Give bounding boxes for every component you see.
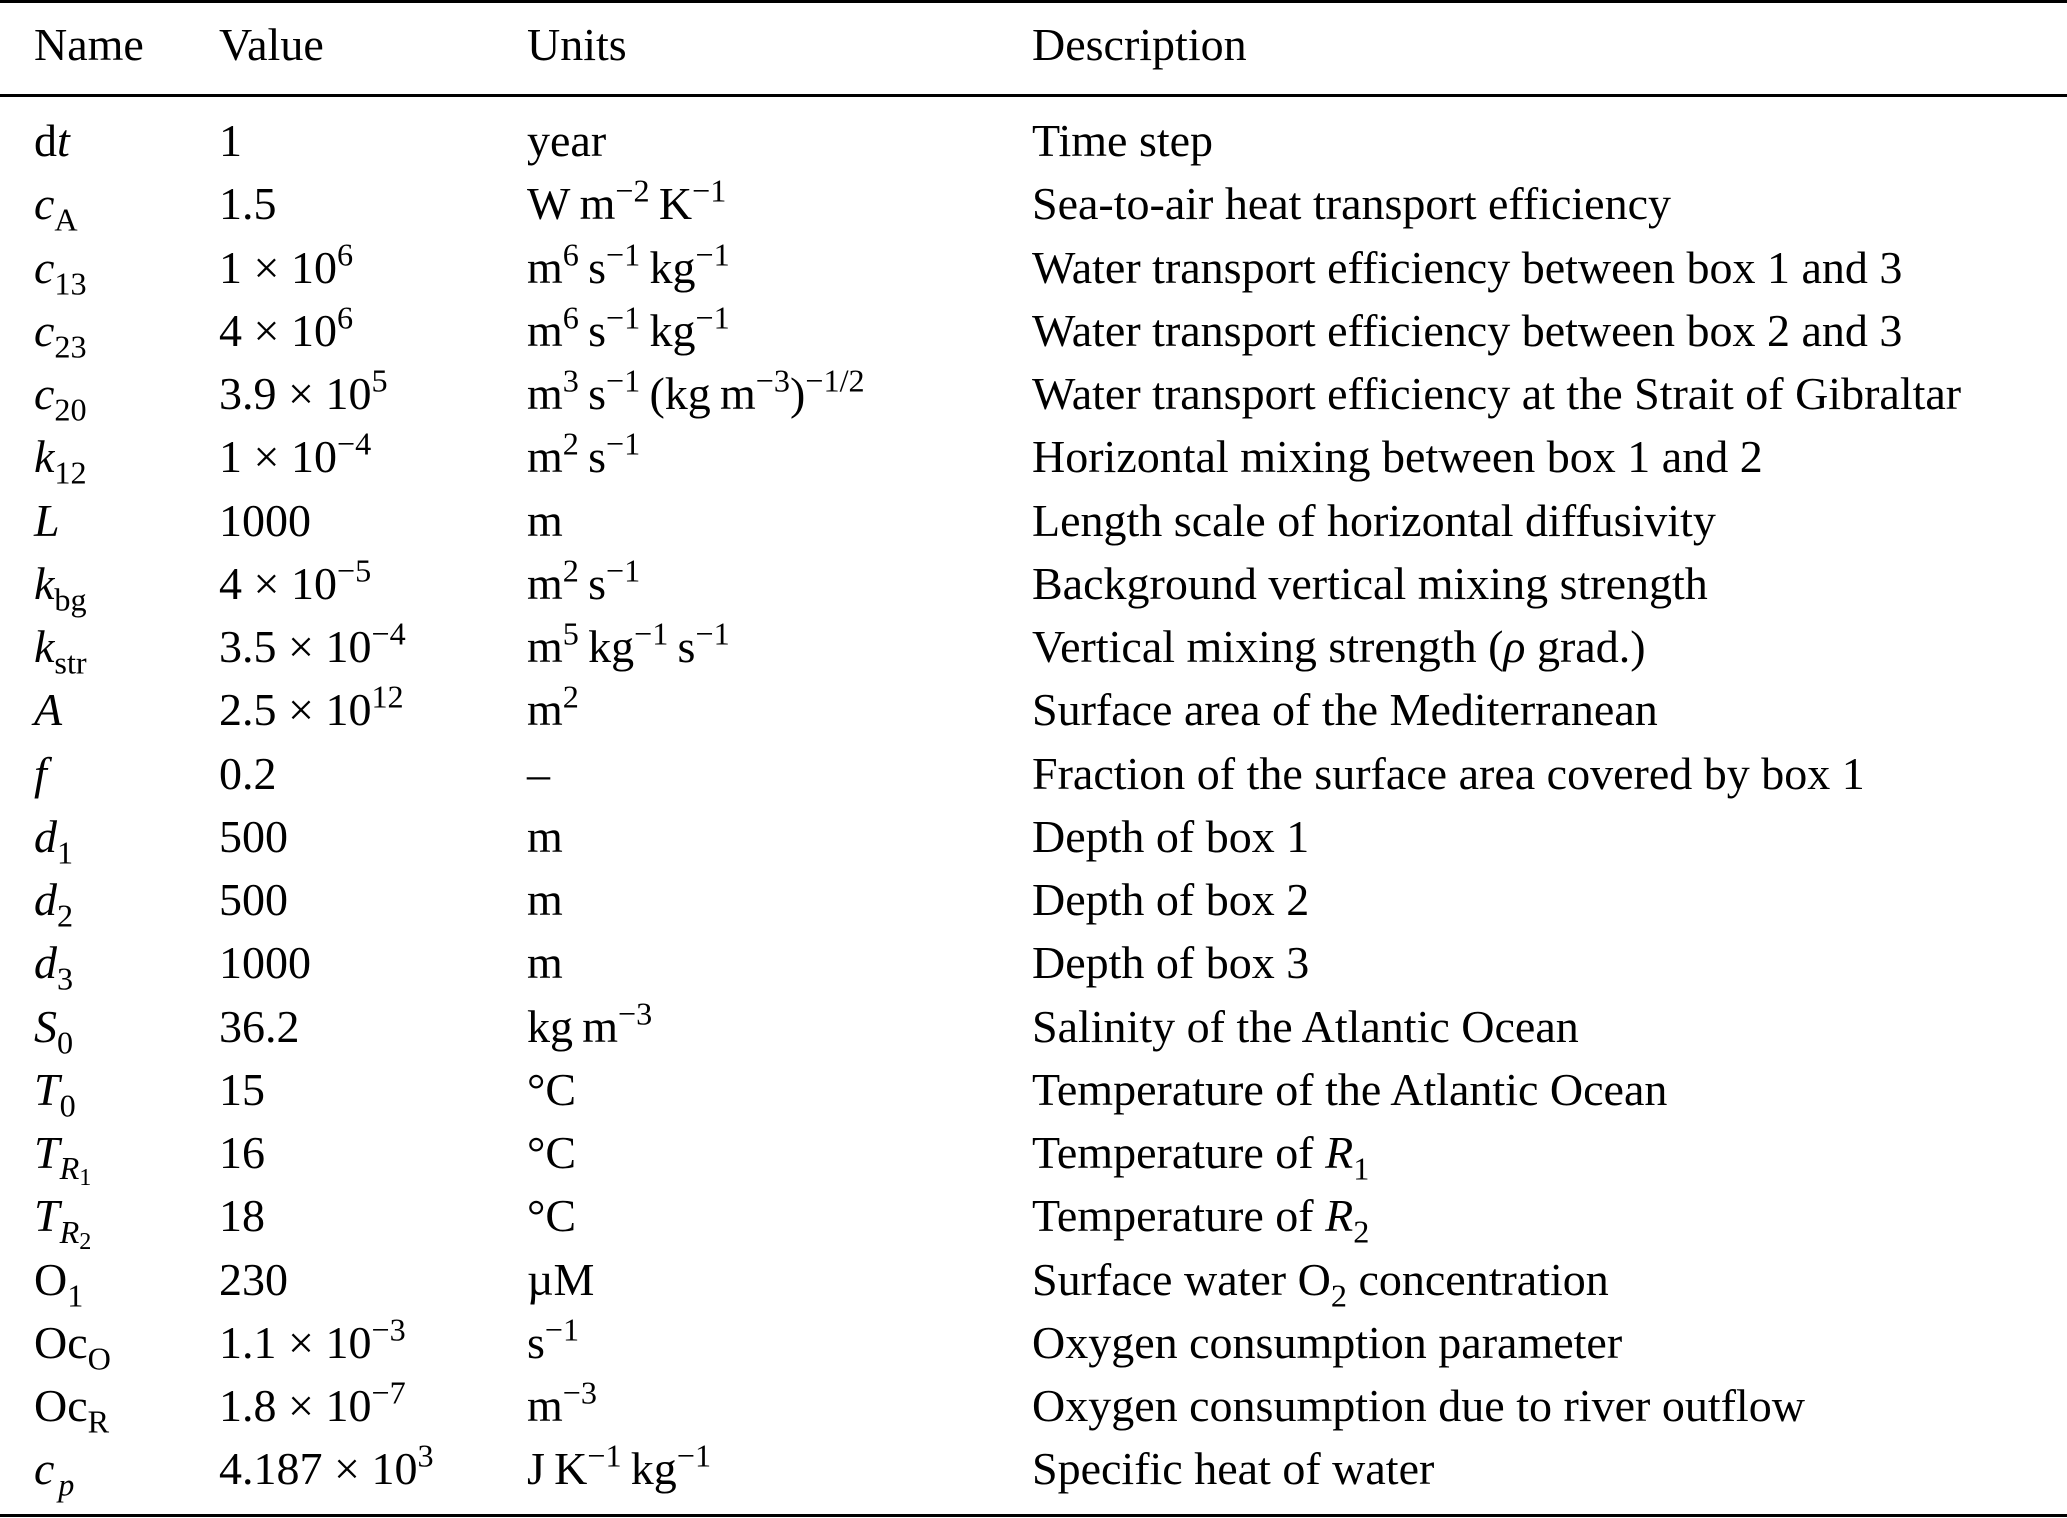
- param-description: Horizontal mixing between box 1 and 2: [1032, 431, 1763, 483]
- table-row: [0, 299, 2067, 371]
- param-description: Oxygen consumption parameter: [1032, 1316, 1623, 1368]
- param-units: W $m^{-2}$ $K^{-1}$: [527, 172, 727, 230]
- param-description: Surface area of the Mediterranean: [1032, 684, 1658, 736]
- param-value: 15: [219, 1063, 265, 1115]
- param-units: year: [527, 115, 607, 166]
- table-row: [0, 747, 2067, 814]
- param-name: $d_2$: [34, 874, 74, 934]
- table-row: [0, 678, 2067, 750]
- param-units: $m^6$ $s^{-1}$ $kg^{-1}$: [527, 235, 730, 293]
- param-description: Depth of box 2: [1032, 874, 1310, 925]
- param-name: $c_A$: [34, 178, 78, 238]
- table-row: [0, 1374, 2067, 1446]
- param-value: 500: [219, 810, 288, 862]
- param-name: $c_{20}$: [34, 368, 87, 428]
- header-units: Units: [527, 19, 627, 70]
- param-units: $m^6$ $s^{-1}$ $kg^{-1}$: [527, 299, 730, 356]
- param-value: $4.187 \times 10^3$: [219, 1437, 434, 1495]
- param-units: J $K^{-1}$ $kg^{-1}$: [527, 1437, 712, 1495]
- param-description: Vertical mixing strength (ρ grad.): [1032, 621, 1646, 672]
- param-units: $m^5$ $kg^{-1}$ $s^{-1}$: [527, 615, 730, 672]
- param-value: 1000: [219, 937, 311, 989]
- param-description: Specific heat of water: [1032, 1443, 1435, 1495]
- param-value: $1 \times 10^6$: [219, 235, 354, 293]
- bottom-rule: [0, 1514, 2067, 1517]
- table-row: [0, 937, 2067, 1003]
- param-name: $Oc_R$: [34, 1380, 110, 1440]
- table-row: [0, 235, 2067, 308]
- param-description: Surface water $O_2$ concentration: [1032, 1253, 1609, 1313]
- table-row: [0, 115, 2067, 181]
- table-row: [0, 874, 2067, 940]
- param-description: Temperature of the Atlantic Ocean: [1032, 1063, 1668, 1115]
- param-units: °C: [527, 1127, 577, 1178]
- param-description: Temperature of $R_1$: [1032, 1127, 1370, 1187]
- param-units: °C: [527, 1063, 577, 1115]
- header-name: Name: [34, 19, 144, 70]
- param-name: L: [34, 494, 60, 546]
- param-value: 0.2: [219, 747, 277, 799]
- param-units: m: [527, 494, 563, 546]
- table-row: [0, 1437, 2067, 1509]
- table-row: [0, 494, 2067, 561]
- param-description: Background vertical mixing strength: [1032, 557, 1708, 609]
- table-row: [0, 810, 2067, 877]
- param-name: $T_0$: [34, 1063, 76, 1124]
- table-row: [0, 1253, 2067, 1320]
- header-value: Value: [219, 19, 324, 70]
- top-rule: [0, 0, 2067, 3]
- param-value: 1000: [219, 494, 311, 546]
- table-row: [0, 172, 2067, 244]
- table-row: [0, 425, 2067, 497]
- param-units: $m^{-3}$: [527, 1374, 598, 1431]
- param-units: m: [527, 810, 563, 862]
- table-row: [0, 1127, 2067, 1193]
- table-row: [0, 1190, 2067, 1256]
- param-units: kg $m^{-3}$: [527, 994, 653, 1052]
- table-row: [0, 362, 2067, 434]
- param-name: f: [34, 747, 47, 799]
- param-name: $k_{12}$: [34, 431, 87, 491]
- param-units: $m^2$: [527, 678, 579, 736]
- table-row: [0, 615, 2067, 687]
- param-units: µM: [527, 1253, 595, 1305]
- param-value: 18: [219, 1190, 265, 1242]
- param-units: $m^3$ $s^{-1}$ (kg $m^{-3})^{-1/2}$: [527, 362, 865, 419]
- param-description: Time step: [1032, 115, 1214, 166]
- param-description: Water transport efficiency between box 1 and 3: [1032, 241, 1903, 293]
- param-description: Water transport efficiency between box 2 and 3: [1032, 304, 1903, 356]
- param-value: 1.5: [219, 178, 277, 230]
- param-name: c $_p$: [34, 1443, 75, 1503]
- param-name: dt: [34, 115, 70, 166]
- param-name: $S_0$: [34, 1000, 74, 1060]
- param-name: $k_{str}$: [34, 621, 87, 681]
- param-units: °C: [527, 1190, 577, 1242]
- param-units: $s^{-1}$: [527, 1311, 580, 1368]
- param-description: Depth of box 1: [1032, 810, 1310, 862]
- param-name: $k_{bg}$: [34, 557, 87, 618]
- param-value: 1: [219, 115, 242, 166]
- param-value: $4 \times 10^6$: [219, 299, 354, 356]
- param-description: Water transport efficiency at the Strait of Gibraltar: [1032, 368, 1962, 419]
- param-name: $d_1$: [34, 810, 74, 871]
- param-value: $3.5 \times 10^{-4}$: [219, 615, 406, 672]
- table-row: [0, 1063, 2067, 1130]
- param-name: $c_{23}$: [34, 304, 87, 365]
- param-value: $2.5 \times 10^{12}$: [219, 678, 404, 736]
- table-row: [0, 994, 2067, 1067]
- param-name: A: [34, 684, 63, 736]
- table-row: [0, 1311, 2067, 1383]
- param-name: $T_{R_1}$: [34, 1127, 92, 1192]
- param-name: $T_{R_2}$: [34, 1190, 92, 1255]
- param-value: $1.8 \times 10^{-7}$: [219, 1374, 406, 1431]
- param-value: 230: [219, 1253, 288, 1305]
- param-description: Fraction of the surface area covered by box 1: [1032, 747, 1865, 799]
- param-units: m: [527, 874, 563, 925]
- param-value: 500: [219, 874, 288, 925]
- table-row: [0, 552, 2067, 624]
- param-description: Salinity of the Atlantic Ocean: [1032, 1000, 1579, 1052]
- param-units: m: [527, 937, 563, 989]
- param-value: $1.1 \times 10^{-3}$: [219, 1311, 406, 1368]
- param-name: $O_1$: [34, 1253, 84, 1313]
- param-value: 16: [219, 1127, 265, 1178]
- param-description: Oxygen consumption due to river outflow: [1032, 1380, 1805, 1431]
- param-description: Length scale of horizontal diffusivity: [1032, 494, 1716, 546]
- param-value: $4 \times 10^{-5}$: [219, 552, 372, 609]
- param-units: $m^2$ $s^{-1}$: [527, 552, 641, 609]
- header-rule: [0, 94, 2067, 97]
- param-value: 36.2: [219, 1000, 300, 1052]
- param-name: $c_{13}$: [34, 241, 87, 301]
- param-description: Sea-to-air heat transport efficiency: [1032, 178, 1672, 230]
- param-value: $1 \times 10^{-4}$: [219, 425, 372, 483]
- param-name: $d_3$: [34, 937, 74, 997]
- param-units: $m^2$ $s^{-1}$: [527, 425, 641, 483]
- param-name: $Oc_O$: [34, 1316, 111, 1377]
- param-value: $3.9 \times 10^5$: [219, 362, 388, 419]
- param-description: Depth of box 3: [1032, 937, 1310, 989]
- param-description: Temperature of $R_2$: [1032, 1190, 1370, 1250]
- header-description: Description: [1032, 19, 1247, 70]
- param-units: –: [527, 747, 550, 799]
